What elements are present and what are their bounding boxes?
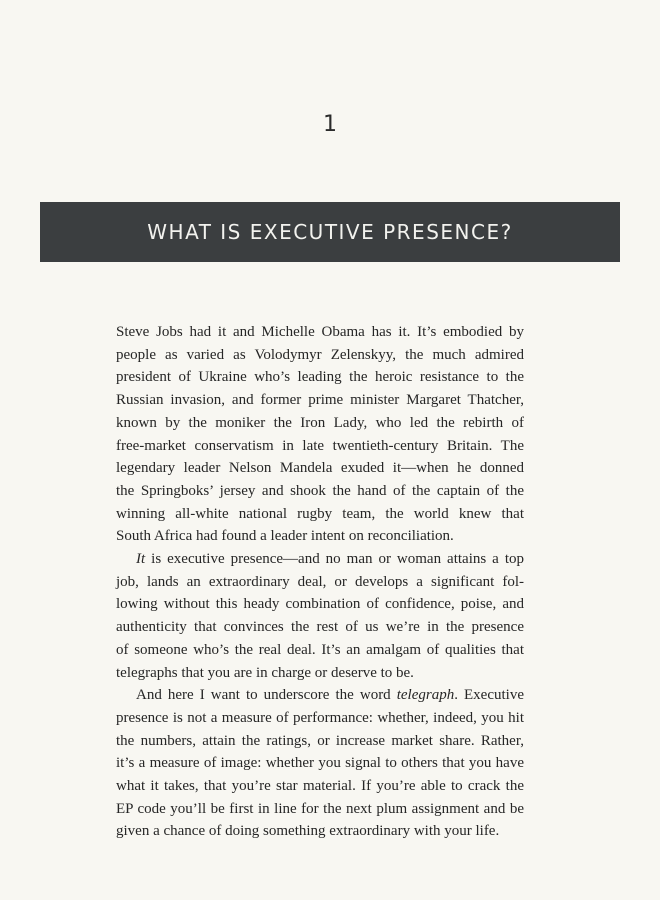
text-run: is executive presence—and no man or woman attains a top xyxy=(145,551,524,568)
text-line: what it takes, that you’re star material. If you’re able to crack the xyxy=(116,778,524,795)
text-line: of someone who’s the real deal. It’s an amalgam of qualities that xyxy=(116,641,524,658)
text-line: telegraphs that you are in charge or deserve to be. xyxy=(116,664,414,681)
text-line: free-market conservatism in late twentieth-century Britain. The xyxy=(116,437,524,454)
text-line: people as varied as Volodymyr Zelenskyy, the much admired xyxy=(116,346,524,363)
paragraph-2 xyxy=(116,548,524,684)
text-run: And here I want to underscore the word xyxy=(136,687,397,704)
text-line: given a chance of doing something extraordinary with your life. xyxy=(116,823,500,840)
text-line: EP code you’ll be first in line for the next plum assignment and be xyxy=(116,800,524,817)
paragraph-1 xyxy=(116,321,524,548)
chapter-title-banner xyxy=(40,202,620,262)
text-line xyxy=(116,684,524,707)
chapter-title: WHAT IS EXECUTIVE PRESENCE? xyxy=(147,220,513,244)
emphasized-word: It xyxy=(136,551,146,568)
text-line: president of Ukraine who’s leading the heroic resistance to the xyxy=(116,369,524,386)
text-line: the numbers, attain the ratings, or increase market share. Rather, xyxy=(116,732,524,749)
text-line: job, lands an extraordinary deal, or develops a significant fol- xyxy=(116,573,524,590)
text-line: South Africa had found a leader intent on reconciliation. xyxy=(116,528,454,545)
text-line: legendary leader Nelson Mandela exuded it—when he donned xyxy=(116,460,524,477)
text-line xyxy=(116,548,524,571)
text-line: presence is not a measure of performance: whether, indeed, you hit xyxy=(116,709,524,726)
text-line: known by the moniker the Iron Lady, who led the rebirth of xyxy=(116,414,524,431)
chapter-body xyxy=(116,321,524,843)
chapter-number: 1 xyxy=(323,112,337,137)
text-line: Steve Jobs had it and Michelle Obama has it. It’s embodied by xyxy=(116,324,524,340)
text-line: it’s a measure of image: whether you signal to others that you have xyxy=(116,755,524,772)
emphasized-word: telegraph xyxy=(396,687,455,704)
text-line: winning all-white national rugby team, the world knew that xyxy=(116,505,524,522)
paragraph-3 xyxy=(116,684,524,843)
text-line: authenticity that convinces the rest of us we’re in the presence xyxy=(116,619,524,636)
text-line: Russian invasion, and former prime minister Margaret Thatcher, xyxy=(116,392,524,409)
text-line: lowing without this heady combination of confidence, poise, and xyxy=(116,596,524,613)
text-run: . Executive xyxy=(454,687,524,704)
text-line: the Springboks’ jersey and shook the hand of the captain of the xyxy=(116,482,524,499)
